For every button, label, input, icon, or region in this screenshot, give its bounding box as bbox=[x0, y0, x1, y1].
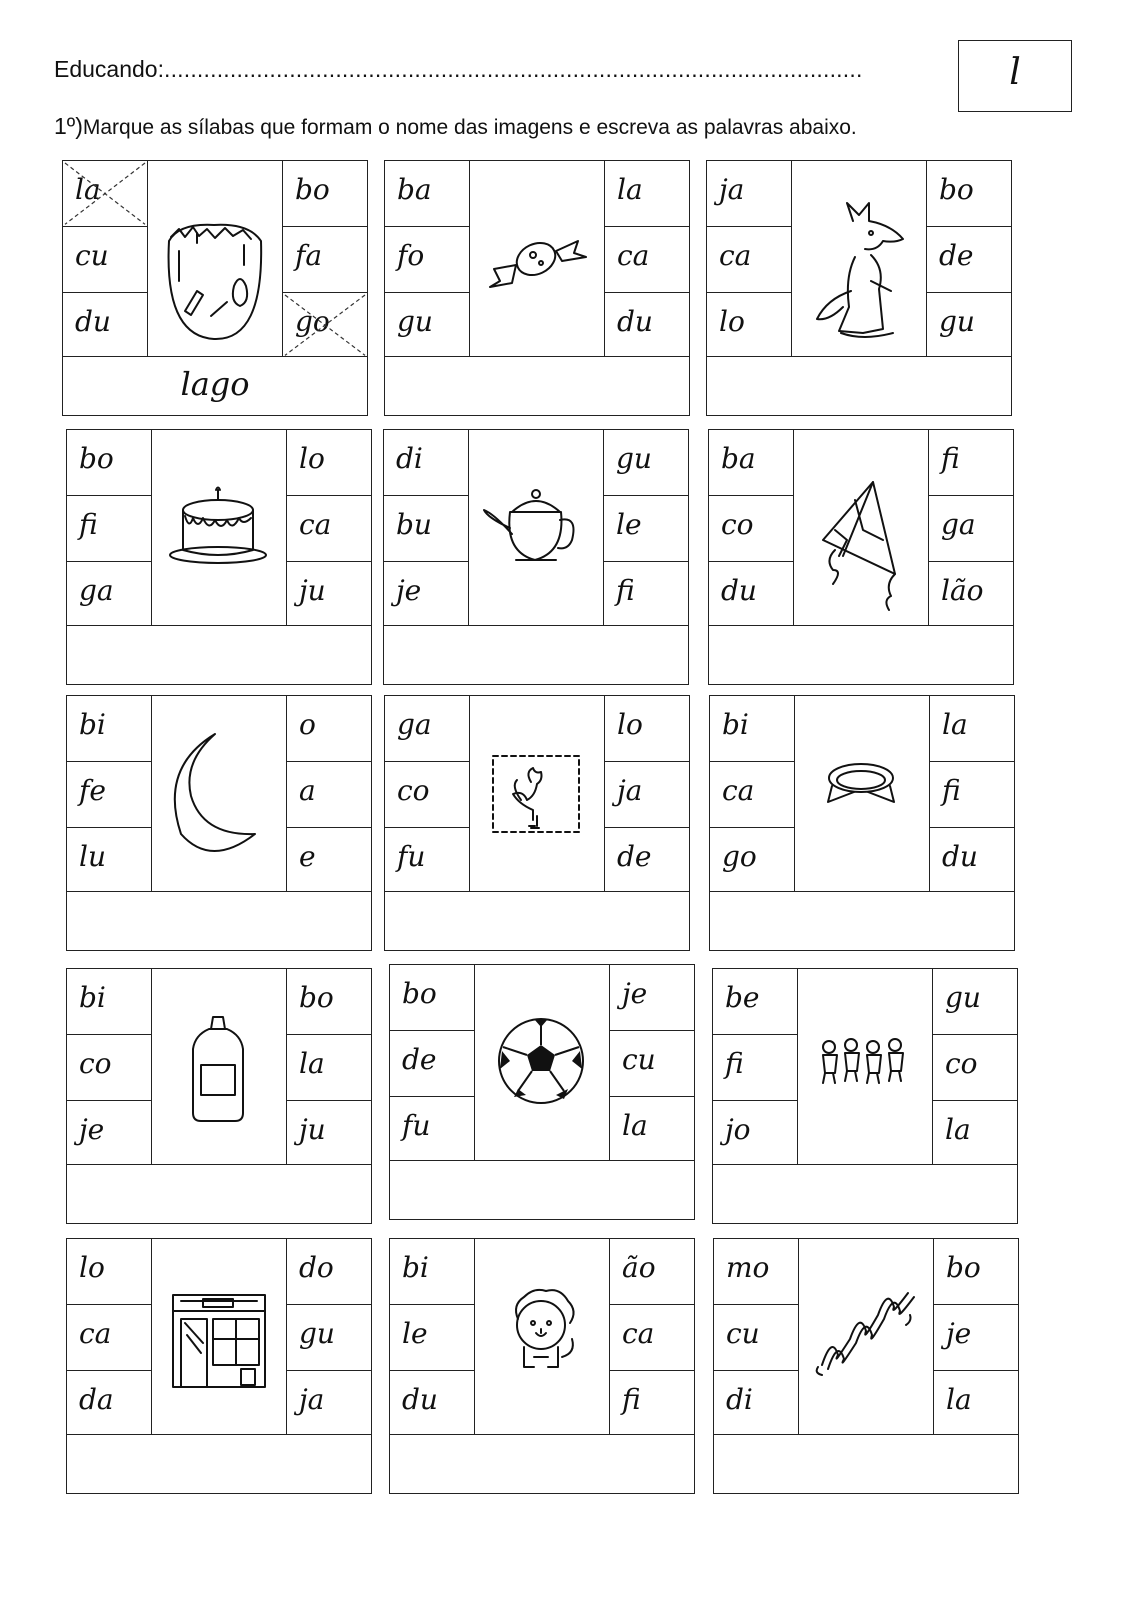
syllable-cell[interactable] bbox=[714, 1304, 798, 1369]
syllable-cell[interactable] bbox=[390, 1239, 474, 1304]
syllable-cell[interactable] bbox=[283, 161, 367, 226]
instruction-text: Marque as sílabas que formam o nome das imagens e escreva as palavras abaixo. bbox=[82, 116, 857, 139]
answer-field[interactable] bbox=[390, 1435, 694, 1493]
syllable-text: la bbox=[617, 173, 643, 206]
syllable-cell[interactable] bbox=[933, 969, 1017, 1034]
syllable-grid bbox=[384, 430, 688, 626]
syllable-column-left bbox=[390, 965, 475, 1160]
syllable-text: la bbox=[622, 1108, 648, 1142]
syllable-text: ba bbox=[397, 173, 432, 206]
candy-picture bbox=[471, 161, 601, 357]
syllable-cell[interactable] bbox=[707, 292, 791, 357]
syllable-text: ga bbox=[397, 708, 432, 741]
syllable-cell[interactable] bbox=[929, 495, 1013, 560]
syllable-cell[interactable] bbox=[384, 495, 468, 560]
syllable-column-left bbox=[67, 430, 152, 625]
teapot-icon bbox=[470, 430, 600, 626]
syllable-column-left bbox=[384, 430, 469, 625]
syllable-text: ba bbox=[721, 442, 756, 475]
syllable-text: ga bbox=[79, 573, 114, 607]
syllable-cell[interactable] bbox=[610, 1239, 694, 1304]
syllable-text: fi bbox=[941, 442, 960, 475]
syllable-grid bbox=[707, 161, 1011, 357]
syllable-column-right bbox=[604, 161, 689, 356]
rooster-picture bbox=[471, 696, 601, 892]
syllable-text: du bbox=[617, 304, 653, 338]
syllable-text: fo bbox=[397, 239, 425, 273]
syllable-cell[interactable] bbox=[709, 495, 793, 560]
syllable-cell[interactable] bbox=[610, 965, 694, 1030]
syllable-cell[interactable] bbox=[605, 761, 689, 826]
syllable-cell[interactable] bbox=[707, 161, 791, 226]
syllable-text: lu bbox=[79, 839, 106, 873]
syllable-text: fi bbox=[622, 1382, 641, 1416]
syllable-cell[interactable] bbox=[713, 1100, 797, 1165]
syllable-text: jo bbox=[725, 1112, 751, 1146]
syllable-cell[interactable] bbox=[604, 561, 688, 626]
syllable-cell[interactable] bbox=[287, 1239, 371, 1304]
syllable-text: ca bbox=[719, 239, 752, 273]
syllable-cell[interactable] bbox=[67, 495, 151, 560]
syllable-text: la bbox=[75, 173, 101, 206]
syllable-text: lo bbox=[79, 1251, 105, 1284]
syllable-cell[interactable] bbox=[934, 1370, 1018, 1435]
syllable-cell[interactable] bbox=[287, 1370, 371, 1435]
syllable-text: ja bbox=[299, 1382, 325, 1416]
syllable-cell[interactable] bbox=[287, 495, 371, 560]
syllable-column-right bbox=[286, 969, 371, 1164]
syllable-text: co bbox=[945, 1047, 978, 1081]
syllable-grid bbox=[67, 696, 371, 892]
exercise-card bbox=[713, 1238, 1019, 1494]
syllable-text: gu bbox=[939, 304, 975, 338]
syllable-cell[interactable] bbox=[610, 1304, 694, 1369]
answer-field[interactable] bbox=[714, 1435, 1018, 1493]
answer-field[interactable] bbox=[385, 892, 689, 950]
syllable-text: de bbox=[939, 239, 974, 273]
syllable-cell[interactable] bbox=[67, 827, 151, 892]
syllable-cell[interactable] bbox=[63, 226, 147, 291]
syllable-text: a bbox=[299, 774, 316, 808]
syllable-text: ca bbox=[79, 1317, 112, 1351]
syllable-text: bi bbox=[722, 708, 749, 741]
syllable-text: cu bbox=[622, 1043, 656, 1077]
syllable-cell[interactable] bbox=[605, 696, 689, 761]
syllable-cell[interactable] bbox=[714, 1370, 798, 1435]
syllable-cell[interactable] bbox=[287, 1100, 371, 1165]
answer-field[interactable] bbox=[67, 892, 371, 950]
syllable-column-right bbox=[282, 161, 367, 356]
syllable-cell[interactable] bbox=[287, 696, 371, 761]
moon-icon bbox=[153, 696, 283, 892]
syllable-cell[interactable] bbox=[604, 495, 688, 560]
exercise-card bbox=[389, 1238, 695, 1494]
syllable-grid bbox=[390, 965, 694, 1161]
syllable-text: ja bbox=[617, 774, 643, 808]
syllable-text: bo bbox=[295, 173, 330, 206]
exercise-card bbox=[62, 160, 368, 416]
syllable-text: da bbox=[79, 1382, 114, 1416]
syllable-column-left bbox=[67, 1239, 152, 1434]
syllable-cell[interactable] bbox=[67, 1100, 151, 1165]
syllable-cell[interactable] bbox=[385, 226, 469, 291]
syllable-grid bbox=[67, 1239, 371, 1435]
syllable-column-right bbox=[926, 161, 1011, 356]
syllable-text: bo bbox=[299, 981, 334, 1014]
syllable-cell[interactable] bbox=[710, 696, 794, 761]
syllable-cell[interactable] bbox=[287, 761, 371, 826]
syllable-cell[interactable] bbox=[934, 1304, 1018, 1369]
exercise-card bbox=[706, 160, 1012, 416]
syllable-text: lo bbox=[299, 442, 325, 475]
syllable-text: la bbox=[946, 1382, 972, 1416]
syllable-cell[interactable] bbox=[67, 1304, 151, 1369]
syllable-text: di bbox=[396, 442, 423, 475]
syllable-cell[interactable] bbox=[710, 827, 794, 892]
syllable-cell[interactable] bbox=[385, 761, 469, 826]
answer-field[interactable] bbox=[384, 626, 688, 684]
syllable-cell[interactable] bbox=[929, 430, 1013, 495]
syllable-cell[interactable] bbox=[63, 292, 147, 357]
syllable-cell[interactable] bbox=[605, 161, 689, 226]
syllable-text: e bbox=[299, 839, 316, 873]
syllable-column-right bbox=[928, 430, 1013, 625]
exercise-card bbox=[384, 695, 690, 951]
syllable-cell[interactable] bbox=[709, 561, 793, 626]
syllable-cell[interactable] bbox=[709, 430, 793, 495]
name-dotted-line[interactable]: .......................................................................................................... bbox=[163, 56, 863, 82]
syllable-column-right bbox=[932, 969, 1017, 1164]
cake-picture bbox=[153, 430, 283, 626]
syllable-grid bbox=[67, 430, 371, 626]
syllable-text: gu bbox=[397, 304, 433, 338]
syllable-grid bbox=[710, 696, 1014, 892]
syllable-cell[interactable] bbox=[713, 1034, 797, 1099]
syllable-cell[interactable] bbox=[287, 1304, 371, 1369]
syllable-column-right bbox=[286, 696, 371, 891]
syllable-text: ca bbox=[722, 774, 755, 808]
syllable-text: ja bbox=[719, 173, 745, 206]
student-name-line bbox=[54, 56, 863, 83]
syllable-cell[interactable] bbox=[287, 969, 371, 1034]
cake-icon bbox=[153, 430, 283, 626]
syllable-cell[interactable] bbox=[605, 292, 689, 357]
spring-picture bbox=[800, 1239, 930, 1435]
syllable-cell[interactable] bbox=[287, 827, 371, 892]
syllable-text: fa bbox=[295, 239, 323, 273]
syllable-cell[interactable] bbox=[385, 827, 469, 892]
syllable-text: je bbox=[946, 1317, 972, 1351]
syllable-cell[interactable] bbox=[390, 1304, 474, 1369]
answer-field[interactable]: lago bbox=[180, 365, 250, 403]
answer-field[interactable] bbox=[67, 1435, 371, 1493]
syllable-cell[interactable] bbox=[610, 1030, 694, 1095]
exercise-card bbox=[708, 429, 1014, 685]
syllable-text: je bbox=[622, 977, 648, 1010]
syllable-grid bbox=[385, 696, 689, 892]
syllable-text: gu bbox=[299, 1317, 335, 1351]
syllable-column-left bbox=[67, 696, 152, 891]
syllable-text: gu bbox=[616, 442, 652, 475]
syllable-cell[interactable] bbox=[713, 969, 797, 1034]
syllable-text: bo bbox=[946, 1251, 981, 1284]
syllable-text: ju bbox=[299, 573, 326, 607]
syllable-text: co bbox=[397, 774, 430, 808]
syllable-column-left bbox=[63, 161, 148, 356]
syllable-text: du bbox=[942, 839, 978, 873]
syllable-cell[interactable] bbox=[930, 761, 1014, 826]
lion-icon bbox=[476, 1239, 606, 1435]
target-letter: l bbox=[1009, 51, 1021, 93]
syllable-text: fu bbox=[397, 839, 426, 873]
answer-field[interactable] bbox=[709, 626, 1013, 684]
instruction bbox=[54, 113, 857, 140]
syllable-text: di bbox=[726, 1382, 753, 1416]
syllable-cell[interactable] bbox=[707, 226, 791, 291]
exercise-card bbox=[66, 1238, 372, 1494]
glue-bottle-picture bbox=[153, 969, 283, 1165]
exercise-card bbox=[709, 695, 1015, 951]
syllable-cell[interactable] bbox=[67, 561, 151, 626]
syllable-text: bo bbox=[79, 442, 114, 475]
syllable-cell[interactable] bbox=[287, 1034, 371, 1099]
answer-field[interactable] bbox=[710, 892, 1014, 950]
syllable-text: bo bbox=[402, 977, 437, 1010]
syllable-text: je bbox=[79, 1112, 105, 1146]
syllable-text: bi bbox=[79, 708, 106, 741]
syllable-grid bbox=[709, 430, 1013, 626]
syllable-cell[interactable] bbox=[714, 1239, 798, 1304]
syllable-column-right bbox=[933, 1239, 1018, 1434]
syllable-text: le bbox=[616, 508, 642, 542]
syllable-text: go bbox=[295, 304, 330, 338]
syllable-cell[interactable] bbox=[385, 161, 469, 226]
teapot-picture bbox=[470, 430, 600, 626]
answer-field[interactable] bbox=[67, 626, 371, 684]
soccer-ball-picture bbox=[476, 965, 606, 1161]
syllable-cell[interactable] bbox=[929, 561, 1013, 626]
syllable-column-right bbox=[286, 1239, 371, 1434]
syllable-cell[interactable] bbox=[67, 430, 151, 495]
syllable-grid bbox=[385, 161, 689, 357]
syllable-text: mo bbox=[726, 1251, 770, 1284]
syllable-cell[interactable] bbox=[287, 430, 371, 495]
syllable-column-right bbox=[604, 696, 689, 891]
syllable-column-left bbox=[385, 161, 470, 356]
syllable-grid bbox=[390, 1239, 694, 1435]
wolf-picture bbox=[793, 161, 923, 357]
syllable-text: do bbox=[299, 1251, 334, 1284]
syllable-text: ão bbox=[622, 1251, 656, 1284]
syllable-text: be bbox=[725, 981, 760, 1014]
syllable-cell[interactable] bbox=[390, 1370, 474, 1435]
answer-field[interactable] bbox=[385, 357, 689, 415]
spring-icon bbox=[800, 1239, 930, 1435]
syllable-cell[interactable] bbox=[67, 1034, 151, 1099]
answer-field[interactable] bbox=[390, 1161, 694, 1219]
syllable-cell[interactable] bbox=[390, 965, 474, 1030]
syllable-text: de bbox=[402, 1043, 437, 1077]
wolf-icon bbox=[793, 161, 923, 357]
rooster-icon bbox=[471, 696, 601, 892]
syllable-text: ju bbox=[299, 1112, 326, 1146]
syllable-text: bo bbox=[939, 173, 974, 206]
syllable-text: la bbox=[299, 1047, 325, 1081]
syllable-cell[interactable] bbox=[927, 226, 1011, 291]
collar-picture bbox=[796, 696, 926, 892]
children-line-picture bbox=[799, 969, 929, 1165]
syllable-column-right bbox=[609, 1239, 694, 1434]
syllable-cell[interactable] bbox=[930, 696, 1014, 761]
syllable-column-right bbox=[603, 430, 688, 625]
syllable-cell[interactable] bbox=[927, 292, 1011, 357]
syllable-cell[interactable] bbox=[385, 696, 469, 761]
lake-picture bbox=[149, 161, 279, 357]
letter-box bbox=[958, 40, 1072, 112]
syllable-text: lão bbox=[941, 573, 984, 607]
syllable-text: bu bbox=[396, 508, 432, 542]
syllable-cell[interactable] bbox=[933, 1034, 1017, 1099]
syllable-cell[interactable] bbox=[385, 292, 469, 357]
syllable-cell[interactable] bbox=[605, 827, 689, 892]
syllable-text: ca bbox=[622, 1317, 655, 1351]
syllable-cell[interactable] bbox=[390, 1096, 474, 1161]
syllable-cell[interactable] bbox=[604, 430, 688, 495]
syllable-cell[interactable] bbox=[605, 226, 689, 291]
soccer-ball-icon bbox=[476, 965, 606, 1161]
syllable-text: go bbox=[722, 839, 757, 873]
lion-picture bbox=[476, 1239, 606, 1435]
syllable-text: o bbox=[299, 708, 316, 741]
answer-field[interactable] bbox=[707, 357, 1011, 415]
glue-bottle-icon bbox=[153, 969, 283, 1165]
syllable-grid bbox=[63, 161, 367, 357]
syllable-cell[interactable] bbox=[283, 292, 367, 357]
syllable-cell[interactable] bbox=[63, 161, 147, 226]
syllable-text: gu bbox=[945, 981, 981, 1014]
syllable-cell[interactable] bbox=[610, 1370, 694, 1435]
syllable-cell[interactable] bbox=[287, 561, 371, 626]
syllable-text: du bbox=[721, 573, 757, 607]
syllable-cell[interactable] bbox=[67, 1239, 151, 1304]
syllable-cell[interactable] bbox=[934, 1239, 1018, 1304]
syllable-column-left bbox=[707, 161, 792, 356]
cross-mark-icon bbox=[63, 161, 147, 226]
syllable-column-left bbox=[385, 696, 470, 891]
syllable-grid bbox=[67, 969, 371, 1165]
instruction-number: 1º) bbox=[54, 113, 83, 139]
syllable-cell[interactable] bbox=[390, 1030, 474, 1095]
candy-icon bbox=[471, 161, 601, 357]
syllable-text: fi bbox=[725, 1047, 744, 1081]
lake-icon bbox=[149, 161, 279, 357]
syllable-text: fe bbox=[79, 774, 106, 808]
syllable-cell[interactable] bbox=[67, 969, 151, 1034]
syllable-text: ga bbox=[941, 508, 976, 542]
exercise-card bbox=[383, 429, 689, 685]
syllable-text: fi bbox=[79, 508, 98, 542]
syllable-text: co bbox=[721, 508, 754, 542]
syllable-cell[interactable] bbox=[927, 161, 1011, 226]
exercise-card bbox=[66, 695, 372, 951]
syllable-column-right bbox=[609, 965, 694, 1160]
syllable-text: la bbox=[942, 708, 968, 741]
syllable-cell[interactable] bbox=[384, 430, 468, 495]
exercise-card bbox=[384, 160, 690, 416]
syllable-cell[interactable] bbox=[933, 1100, 1017, 1165]
syllable-text: fi bbox=[942, 774, 961, 808]
syllable-cell[interactable] bbox=[283, 226, 367, 291]
syllable-text: ca bbox=[617, 239, 650, 273]
syllable-text: ca bbox=[299, 508, 332, 542]
exercise-card bbox=[66, 968, 372, 1224]
shop-picture bbox=[153, 1239, 283, 1435]
syllable-column-right bbox=[929, 696, 1014, 891]
syllable-text: le bbox=[402, 1317, 428, 1351]
syllable-text: lo bbox=[719, 304, 745, 338]
syllable-cell[interactable] bbox=[384, 561, 468, 626]
syllable-column-left bbox=[709, 430, 794, 625]
syllable-text: lo bbox=[617, 708, 643, 741]
syllable-column-left bbox=[710, 696, 795, 891]
syllable-text: de bbox=[617, 839, 652, 873]
syllable-column-left bbox=[714, 1239, 799, 1434]
syllable-text: du bbox=[402, 1382, 438, 1416]
syllable-cell[interactable] bbox=[930, 827, 1014, 892]
student-label: Educando: bbox=[54, 56, 164, 82]
syllable-column-right bbox=[286, 430, 371, 625]
syllable-text: cu bbox=[726, 1317, 760, 1351]
syllable-text: bi bbox=[402, 1251, 429, 1284]
syllable-column-left bbox=[67, 969, 152, 1164]
syllable-text: bi bbox=[79, 981, 106, 1014]
syllable-text: fi bbox=[616, 573, 635, 607]
syllable-text: la bbox=[945, 1112, 971, 1146]
syllable-text: je bbox=[396, 573, 422, 607]
syllable-cell[interactable] bbox=[67, 1370, 151, 1435]
syllable-text: fu bbox=[402, 1108, 431, 1142]
syllable-column-left bbox=[390, 1239, 475, 1434]
shop-icon bbox=[153, 1239, 283, 1435]
exercise-card bbox=[712, 968, 1018, 1224]
syllable-text: co bbox=[79, 1047, 112, 1081]
syllable-cell[interactable] bbox=[610, 1096, 694, 1161]
exercise-card bbox=[66, 429, 372, 685]
syllable-text: du bbox=[75, 304, 111, 338]
collar-icon bbox=[796, 696, 926, 892]
kite-icon bbox=[795, 430, 925, 626]
answer-field[interactable] bbox=[713, 1165, 1017, 1223]
syllable-grid bbox=[713, 969, 1017, 1165]
syllable-cell[interactable] bbox=[67, 696, 151, 761]
answer-field[interactable] bbox=[67, 1165, 371, 1223]
syllable-text: cu bbox=[75, 239, 109, 273]
syllable-grid bbox=[714, 1239, 1018, 1435]
exercise-card bbox=[389, 964, 695, 1220]
moon-picture bbox=[153, 696, 283, 892]
syllable-column-left bbox=[713, 969, 798, 1164]
children-line-icon bbox=[799, 969, 929, 1165]
cross-mark-icon bbox=[283, 293, 367, 357]
syllable-cell[interactable] bbox=[710, 761, 794, 826]
syllable-cell[interactable] bbox=[67, 761, 151, 826]
kite-picture bbox=[795, 430, 925, 626]
